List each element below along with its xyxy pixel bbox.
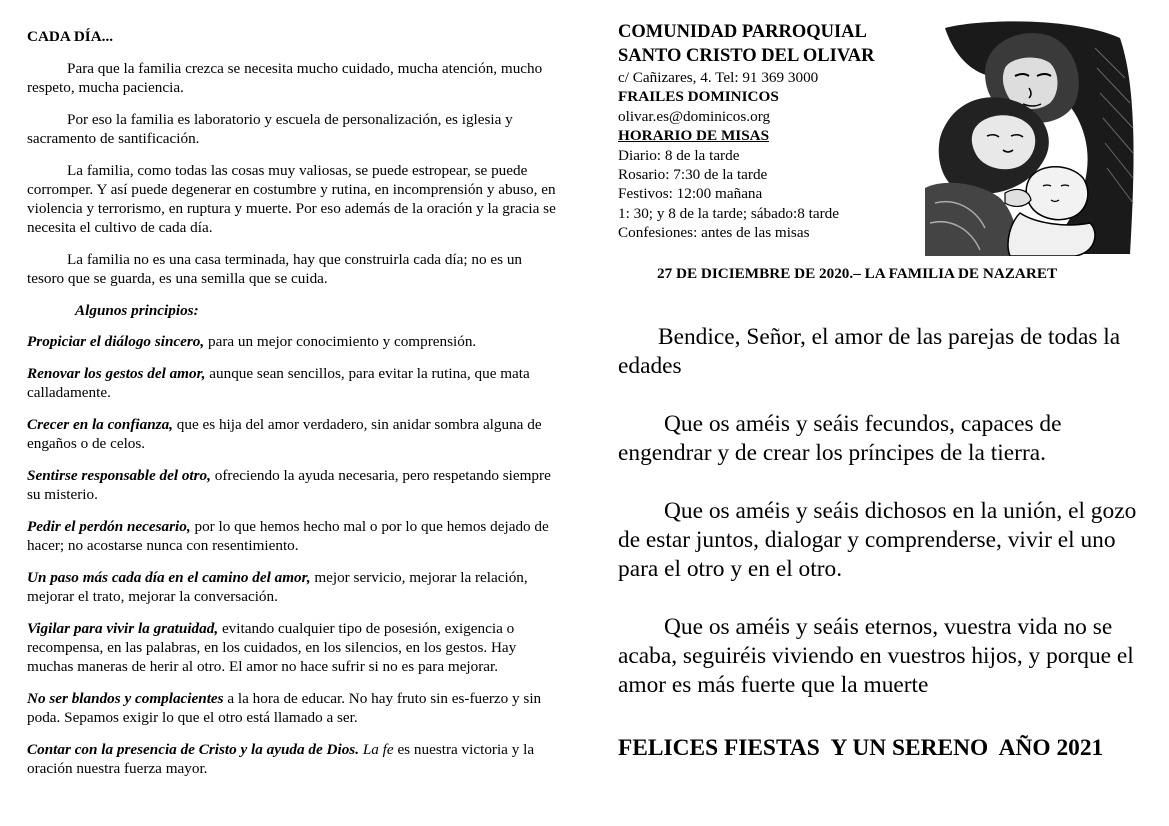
- parish-name-line1: COMUNIDAD PARROQUIAL: [618, 22, 867, 42]
- paragraph: Para que la familia crezca se necesita mucho cuidado, mucha atención, mucho respeto, mucha paciencia.: [27, 60, 543, 96]
- mass-schedule-title: HORARIO DE MISAS: [618, 127, 770, 145]
- schedule-line: Diario: 8 de la tarde: [618, 146, 740, 164]
- principle-text: ofreciendo la ayuda necesaria, pero respetando siempre su misterio.: [27, 467, 551, 503]
- parish-email: olivar.es@dominicos.org: [618, 107, 771, 125]
- principle-item: [27, 740, 557, 778]
- blessing-paragraph: Que os améis y seáis fecundos, capaces de engendrar y de crear los príncipes de la tierra.: [618, 411, 1062, 466]
- principle-item: [27, 568, 557, 606]
- schedule-line: Rosario: 7:30 de la tarde: [618, 166, 768, 184]
- left-column: [27, 27, 557, 791]
- parish-name-line2: SANTO CRISTO DEL OLIVAR: [618, 46, 875, 66]
- schedule-line: Confesiones: antes de las misas: [618, 224, 810, 242]
- principle-lead: Pedir el perdón necesario,: [27, 518, 191, 535]
- schedule-line: 1: 30; y 8 de la tarde; sábado:8 tarde: [618, 204, 839, 222]
- principle-lead: No ser blandos y complacientes: [27, 690, 224, 707]
- principle-item: [27, 415, 557, 453]
- friars-label: FRAILES DOMINICOS: [618, 88, 779, 106]
- principle-lead: Vigilar para vivir la gratuidad,: [27, 620, 219, 637]
- principle-item: [27, 689, 557, 727]
- principle-italic: La fe: [359, 741, 394, 758]
- principle-lead: Propiciar el diálogo sincero,: [27, 333, 205, 350]
- principle-text: a la hora de educar. No hay fruto sin es-fuerzo y sin poda. Sepamos exigir lo que el otro está llamado a ser.: [27, 690, 542, 726]
- holy-family-illustration: [925, 18, 1137, 256]
- principle-text: es nuestra victoria y la oración nuestra fuerza mayor.: [27, 741, 535, 777]
- holy-family-drawing: [925, 18, 1137, 256]
- celebration-date-title: 27 DE DICIEMBRE DE 2020.– LA FAMILIA DE NAZARET: [657, 265, 1058, 282]
- principle-item: [27, 364, 557, 402]
- paragraph: Por eso la familia es laboratorio y escuela de personalización, es iglesia y sacramento de santificación.: [27, 111, 513, 147]
- principle-lead: Crecer en la confianza,: [27, 416, 173, 433]
- principle-lead: Contar con la presencia de Cristo y la ayuda de Dios.: [27, 741, 360, 758]
- blessing-paragraph: Que os améis y seáis eternos, vuestra vida no se acaba, seguiréis viviendo en vuestros hijos, y porque el amor es más fuerte que la muerte: [618, 614, 1134, 698]
- principle-text: por lo que hemos hecho mal o por lo que hemos dejado de hacer; no acostarse nunca con resentimiento.: [27, 518, 549, 554]
- principle-item: [27, 619, 557, 676]
- paragraph: La familia, como todas las cosas muy valiosas, se puede estropear, se puede corromper. Y así puede degenerar en costumbre y rutina, en incomprensión y abuso, en violencia y terrorismo, en ruptura y muerte. Por eso además de la oración y la gracia se necesita el cultivo de cada día.: [27, 162, 556, 236]
- principle-text: para un mejor conocimiento y comprensión.: [204, 333, 477, 350]
- blessings-block: [618, 323, 1146, 729]
- greeting-title: FELICES FIESTAS Y UN SERENO AÑO 2021: [618, 735, 1104, 761]
- paragraph: La familia no es una casa terminada, hay que construirla cada día; no es un tesoro que se guarda, es una semilla que se cuida.: [27, 251, 523, 287]
- principle-item: [27, 466, 557, 504]
- parish-address: c/ Cañizares, 4. Tel: 91 369 3000: [618, 69, 819, 86]
- principle-text: aunque sean sencillos, para evitar la rutina, que mata calladamente.: [27, 365, 530, 401]
- principle-text: que es hija del amor verdadero, sin anidar sombra alguna de engaños o de celos.: [27, 416, 542, 452]
- principle-text: mejor servicio, mejorar la relación, mejorar el trato, mejorar la conversación.: [27, 569, 528, 605]
- blessing-paragraph: Bendice, Señor, el amor de las parejas de todas la edades: [618, 324, 1121, 379]
- principle-lead: Sentirse responsable del otro,: [27, 467, 211, 484]
- parish-header: [618, 20, 918, 243]
- principle-item: [27, 517, 557, 555]
- principle-item: [27, 332, 557, 351]
- principle-text: evitando cualquier tipo de posesión, exigencia o recompensa, en las palabras, en los cuidados, en los silencios, en los gestos. Hay muchas maneras de herir al otro. El amor no hace sufrir si no es para mejorar.: [27, 620, 517, 675]
- principles-subheading: Algunos principios:: [75, 302, 199, 319]
- principle-lead: Un paso más cada día en el camino del amor,: [27, 569, 311, 586]
- principle-lead: Renovar los gestos del amor,: [27, 365, 206, 382]
- schedule-line: Festivos: 12:00 mañana: [618, 185, 763, 203]
- section-heading: CADA DÍA...: [27, 28, 114, 45]
- blessing-paragraph: Que os améis y seáis dichosos en la unión, el gozo de estar juntos, dialogar y comprenderse, vivir el uno para el otro y en el otro.: [618, 498, 1137, 582]
